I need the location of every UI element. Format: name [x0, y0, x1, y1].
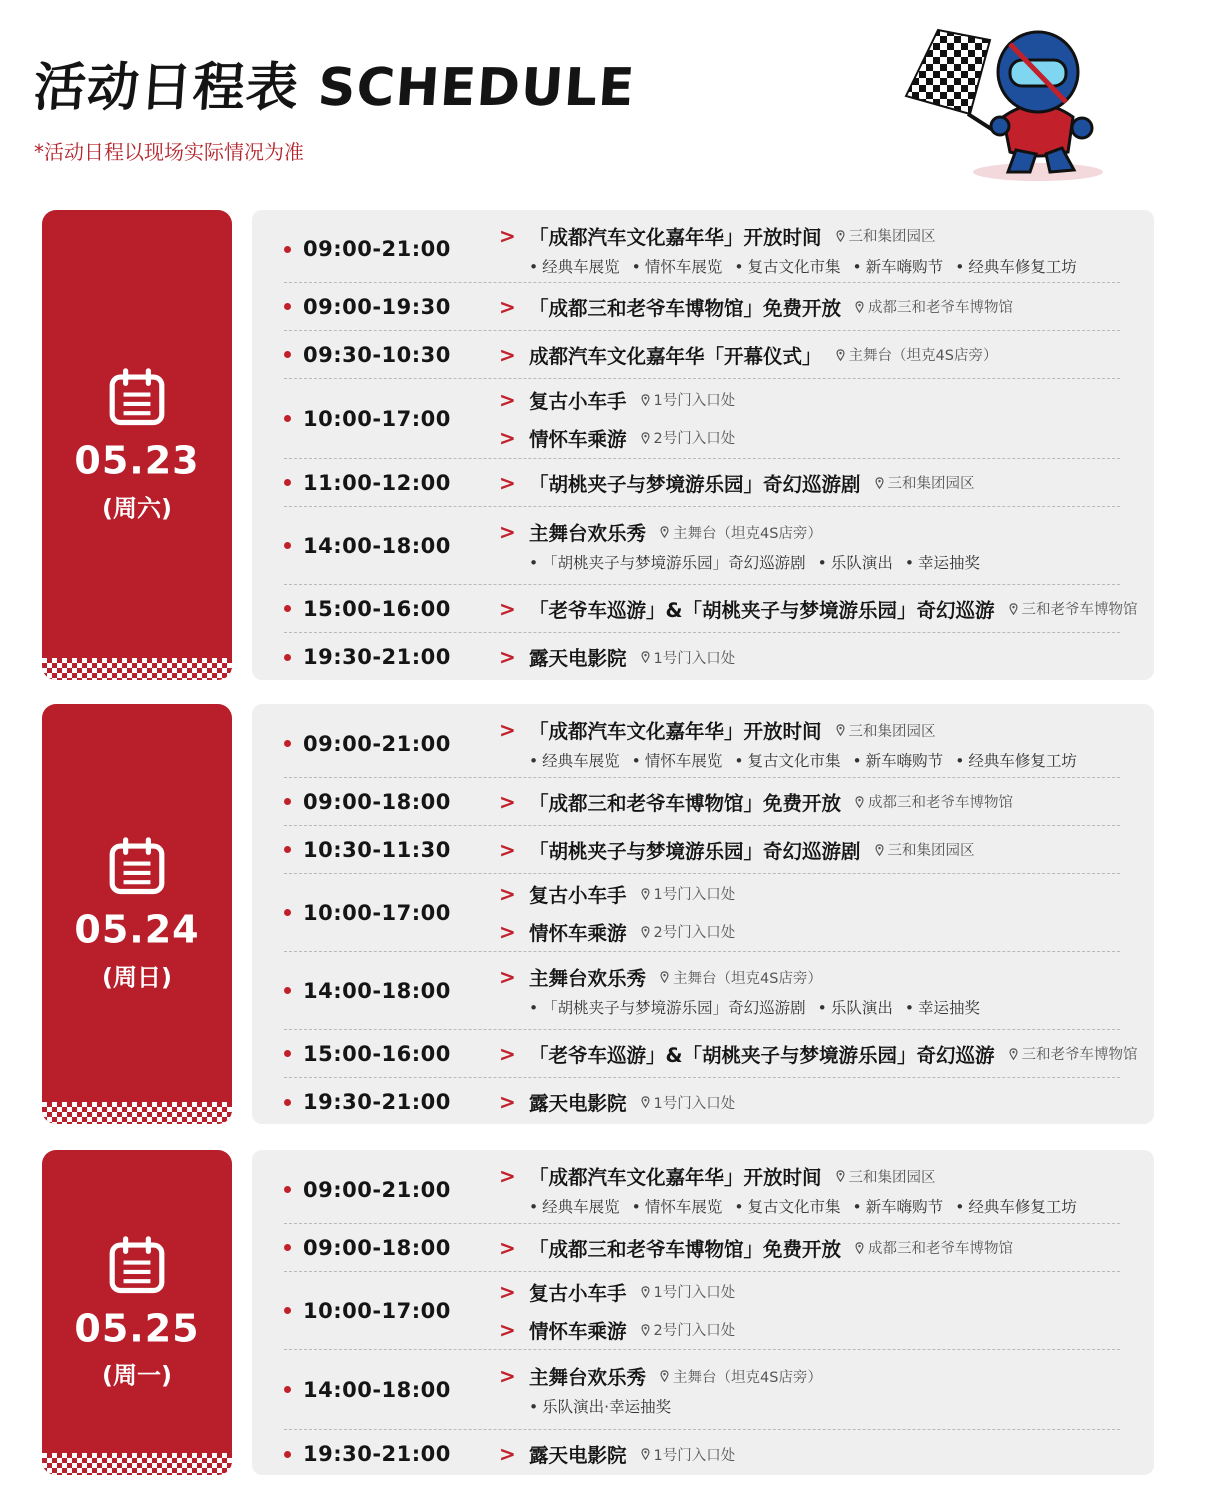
bullet-dot-icon — [284, 1186, 291, 1193]
event-row — [284, 283, 1120, 331]
location-text: 2号门入口处 — [653, 1323, 736, 1339]
event-name: 「成都汽车文化嘉年华」开放时间 — [529, 225, 822, 249]
event-time: 14:00-18:00 — [303, 533, 451, 558]
event-item — [499, 716, 1120, 744]
event-item — [499, 918, 1120, 946]
bullet-dot-icon — [284, 479, 291, 486]
event-location — [641, 921, 736, 942]
event-sub-item: • 幸运抽奖 — [905, 554, 980, 572]
event-sub-item: • 复古文化市集 — [734, 258, 840, 276]
event-item — [499, 293, 1120, 321]
event-time: 09:00-21:00 — [303, 237, 451, 261]
event-time: 10:00-17:00 — [303, 1298, 451, 1323]
location-text: 1号门入口处 — [653, 1285, 736, 1301]
event-content — [499, 1040, 1138, 1068]
event-location — [660, 522, 822, 543]
event-sub-item: • 经典车修复工坊 — [955, 752, 1077, 770]
location-text: 主舞台（坦克4S店旁） — [848, 348, 998, 364]
day-block — [42, 210, 1154, 680]
calendar-icon — [106, 1234, 168, 1296]
chevron-right-icon: > — [499, 596, 516, 621]
event-location — [1009, 1043, 1138, 1064]
location-text: 2号门入口处 — [653, 431, 736, 447]
location-pin-icon — [1009, 1048, 1018, 1060]
event-name: 「成都三和老爷车博物馆」免费开放 — [529, 791, 842, 815]
chevron-right-icon: > — [499, 470, 516, 495]
bullet-dot-icon — [284, 1307, 291, 1314]
event-name: 「胡桃夹子与梦境游乐园」奇幻巡游剧 — [529, 472, 861, 496]
chevron-right-icon: > — [499, 837, 516, 862]
event-name: 主舞台欢乐秀 — [529, 967, 647, 990]
racer-mascot-icon — [898, 22, 1118, 187]
checker-strip — [42, 658, 232, 680]
location-text: 1号门入口处 — [653, 650, 736, 667]
location-text: 主舞台（坦克4S店旁） — [673, 525, 822, 542]
event-content — [499, 1440, 1120, 1468]
chevron-right-icon: > — [499, 294, 516, 319]
location-pin-icon — [836, 230, 845, 242]
chevron-right-icon: > — [499, 520, 516, 544]
location-pin-icon — [855, 301, 864, 313]
event-item — [499, 880, 1120, 908]
event-item — [499, 1088, 1120, 1116]
event-location — [641, 1092, 736, 1113]
date-weekday: (周六) — [102, 494, 172, 523]
event-sub-item: • 「胡桃夹子与梦境游乐园」奇幻巡游剧 — [529, 554, 806, 572]
event-row — [284, 778, 1120, 826]
bullet-dot-icon — [284, 1244, 291, 1251]
location-pin-icon — [641, 1286, 650, 1298]
date-card — [42, 1150, 232, 1475]
event-name: 情怀车乘游 — [529, 427, 627, 451]
location-text: 三和老爷车博物馆 — [1021, 602, 1138, 618]
event-name: 「成都三和老爷车博物馆」免费开放 — [529, 296, 842, 320]
event-row — [284, 216, 1120, 283]
event-item — [499, 963, 1120, 991]
event-item — [499, 1040, 1138, 1068]
date-number: 05.23 — [74, 438, 200, 483]
event-time: 19:30-21:00 — [303, 645, 451, 669]
event-location — [660, 1366, 822, 1387]
event-row — [284, 379, 1120, 459]
event-location — [660, 967, 822, 988]
event-name: 复古小车手 — [529, 389, 627, 413]
date-weekday: (周一) — [102, 1361, 172, 1390]
location-text: 三和集团园区 — [887, 843, 975, 859]
event-location — [875, 472, 975, 493]
calendar-icon — [106, 367, 168, 429]
event-sub-item: • 新车嗨购节 — [853, 1198, 944, 1216]
event-sub-list — [499, 255, 1120, 277]
event-item — [499, 788, 1120, 816]
event-name: 复古小车手 — [529, 1281, 627, 1305]
chevron-right-icon: > — [499, 425, 516, 450]
location-text: 1号门入口处 — [653, 1095, 736, 1112]
event-item — [499, 595, 1138, 623]
event-row — [284, 710, 1120, 778]
event-content — [499, 469, 1120, 497]
location-pin-icon — [836, 724, 845, 736]
event-list — [252, 1150, 1154, 1475]
event-name: 「老爷车巡游」&「胡桃夹子与梦境游乐园」奇幻巡游 — [529, 598, 995, 622]
location-text: 1号门入口处 — [653, 887, 736, 903]
event-time: 15:00-16:00 — [303, 1041, 451, 1066]
event-location — [641, 427, 736, 448]
event-sub-item: • 乐队演出·幸运抽奖 — [529, 1398, 671, 1416]
event-location — [836, 720, 936, 741]
chevron-right-icon: > — [499, 919, 516, 944]
event-row — [284, 585, 1138, 633]
event-name: 露天电影院 — [529, 1444, 627, 1467]
event-location — [641, 883, 736, 904]
event-sub-item: • 情怀车展览 — [632, 752, 723, 770]
checker-strip — [42, 1453, 232, 1475]
chevron-right-icon: > — [499, 1364, 516, 1388]
location-pin-icon — [660, 526, 669, 538]
event-item — [499, 386, 1120, 414]
event-item — [499, 643, 1120, 671]
event-name: 主舞台欢乐秀 — [529, 1366, 647, 1389]
event-name: 情怀车乘游 — [529, 1319, 627, 1343]
event-name: 复古小车手 — [529, 883, 627, 907]
event-content — [499, 643, 1120, 671]
location-pin-icon — [836, 349, 845, 361]
event-row — [284, 874, 1120, 952]
location-pin-icon — [1009, 603, 1018, 615]
location-pin-icon — [641, 888, 650, 900]
event-content — [499, 386, 1120, 452]
location-pin-icon — [641, 1448, 650, 1460]
checker-strip — [42, 1102, 232, 1124]
location-pin-icon — [875, 844, 884, 856]
location-text: 1号门入口处 — [653, 1447, 736, 1464]
event-location — [875, 839, 975, 860]
event-name: 露天电影院 — [529, 647, 627, 670]
event-content — [499, 1278, 1120, 1344]
event-content — [499, 1088, 1120, 1116]
chevron-right-icon: > — [499, 1041, 516, 1066]
event-sub-item: • 情怀车展览 — [632, 1198, 723, 1216]
event-sub-item: • 幸运抽奖 — [905, 999, 980, 1017]
event-content — [499, 1162, 1120, 1217]
event-time: 09:00-21:00 — [303, 731, 451, 756]
event-location — [1009, 598, 1138, 619]
event-sub-item: • 经典车展览 — [529, 258, 620, 276]
chevron-right-icon: > — [499, 1279, 516, 1304]
chevron-right-icon: > — [499, 1442, 516, 1466]
event-sub-list — [499, 1195, 1120, 1217]
chevron-right-icon: > — [499, 223, 516, 248]
event-time: 09:00-19:30 — [303, 294, 451, 319]
location-text: 三和集团园区 — [848, 1169, 936, 1186]
event-content — [499, 836, 1120, 864]
event-content — [499, 963, 1120, 1018]
event-item — [499, 518, 1120, 546]
page-title: 活动日程表 SCHEDULE — [31, 58, 637, 118]
event-row — [284, 1430, 1120, 1478]
event-time: 09:30-10:30 — [303, 342, 451, 367]
location-pin-icon — [641, 651, 650, 663]
chevron-right-icon: > — [499, 1317, 516, 1342]
bullet-dot-icon — [284, 246, 291, 253]
bullet-dot-icon — [284, 987, 291, 994]
event-item — [499, 424, 1120, 452]
event-item — [499, 341, 1120, 369]
location-pin-icon — [641, 394, 650, 406]
event-sub-item: • 新车嗨购节 — [853, 258, 944, 276]
event-item — [499, 1278, 1120, 1306]
bullet-dot-icon — [284, 654, 291, 661]
event-list — [252, 704, 1154, 1124]
chevron-right-icon: > — [499, 342, 516, 367]
event-time: 10:00-17:00 — [303, 900, 451, 925]
event-content — [499, 222, 1120, 277]
event-name: 「成都三和老爷车博物馆」免费开放 — [529, 1237, 842, 1261]
calendar-icon — [106, 836, 168, 898]
event-row — [284, 331, 1120, 379]
event-row — [284, 1224, 1120, 1272]
event-item — [499, 1234, 1120, 1262]
bullet-dot-icon — [284, 1050, 291, 1057]
event-location — [836, 1166, 936, 1187]
event-time: 19:30-21:00 — [303, 1442, 451, 1466]
chevron-right-icon: > — [499, 1164, 516, 1188]
event-time: 14:00-18:00 — [303, 1377, 451, 1402]
bullet-dot-icon — [284, 351, 291, 358]
bullet-dot-icon — [284, 1386, 291, 1393]
date-number: 05.25 — [74, 1306, 200, 1351]
event-item — [499, 1162, 1120, 1190]
location-text: 成都三和老爷车博物馆 — [868, 300, 1014, 316]
event-row — [284, 459, 1120, 507]
event-item — [499, 1440, 1120, 1468]
event-name: 「老爷车巡游」&「胡桃夹子与梦境游乐园」奇幻巡游 — [529, 1043, 995, 1067]
event-sub-item: • 经典车修复工坊 — [955, 258, 1077, 276]
event-sub-item: • 乐队演出 — [818, 999, 893, 1017]
event-time: 09:00-21:00 — [303, 1177, 451, 1202]
event-sub-item: • 经典车展览 — [529, 752, 620, 770]
chevron-right-icon: > — [499, 718, 516, 742]
bullet-dot-icon — [284, 1099, 291, 1106]
date-number: 05.24 — [74, 907, 200, 952]
event-name: 主舞台欢乐秀 — [529, 522, 647, 545]
bullet-dot-icon — [284, 542, 291, 549]
location-pin-icon — [641, 432, 650, 444]
event-sub-list — [499, 996, 1120, 1018]
date-card — [42, 704, 232, 1124]
event-sub-item: • 经典车修复工坊 — [955, 1198, 1077, 1216]
event-location — [836, 225, 936, 246]
event-time: 10:00-17:00 — [303, 406, 451, 431]
chevron-right-icon: > — [499, 387, 516, 412]
event-name: 露天电影院 — [529, 1092, 627, 1115]
event-item — [499, 1316, 1120, 1344]
event-location — [836, 344, 998, 365]
event-item — [499, 222, 1120, 250]
page-header — [31, 58, 637, 165]
event-time: 14:00-18:00 — [303, 978, 451, 1003]
event-location — [641, 1281, 736, 1302]
bullet-dot-icon — [284, 798, 291, 805]
location-text: 三和集团园区 — [848, 723, 936, 740]
event-name: 「成都汽车文化嘉年华」开放时间 — [529, 1166, 822, 1189]
location-text: 三和集团园区 — [887, 476, 975, 492]
schedule-note: *活动日程以现场实际情况为准 — [34, 140, 304, 164]
event-time: 19:30-21:00 — [303, 1090, 451, 1114]
event-row — [284, 952, 1120, 1030]
event-content — [499, 293, 1120, 321]
event-content — [499, 1234, 1120, 1262]
event-content — [499, 341, 1120, 369]
bullet-dot-icon — [284, 415, 291, 422]
location-pin-icon — [875, 477, 884, 489]
event-name: 「成都汽车文化嘉年华」开放时间 — [529, 720, 822, 743]
event-time: 09:00-18:00 — [303, 1235, 451, 1260]
event-content — [499, 716, 1120, 771]
event-content — [499, 1362, 1120, 1417]
location-text: 2号门入口处 — [653, 925, 736, 941]
location-pin-icon — [660, 971, 669, 983]
bullet-dot-icon — [284, 909, 291, 916]
bullet-dot-icon — [284, 1451, 291, 1458]
chevron-right-icon: > — [499, 965, 516, 989]
event-sub-item: • 「胡桃夹子与梦境游乐园」奇幻巡游剧 — [529, 999, 806, 1017]
event-sub-item: • 乐队演出 — [818, 554, 893, 572]
event-sub-item: • 经典车展览 — [529, 1198, 620, 1216]
event-name: 成都汽车文化嘉年华「开幕仪式」 — [529, 344, 822, 368]
location-text: 主舞台（坦克4S店旁） — [673, 1369, 822, 1386]
chevron-right-icon: > — [499, 1090, 516, 1114]
event-sub-item: • 复古文化市集 — [734, 752, 840, 770]
bullet-dot-icon — [284, 303, 291, 310]
event-row — [284, 1156, 1120, 1224]
date-card — [42, 210, 232, 680]
chevron-right-icon: > — [499, 1235, 516, 1260]
event-item — [499, 836, 1120, 864]
location-pin-icon — [641, 1324, 650, 1336]
bullet-dot-icon — [284, 846, 291, 853]
chevron-right-icon: > — [499, 645, 516, 669]
event-location — [641, 1444, 736, 1465]
event-time: 11:00-12:00 — [303, 470, 451, 495]
event-name: 「胡桃夹子与梦境游乐园」奇幻巡游剧 — [529, 839, 861, 863]
location-text: 成都三和老爷车博物馆 — [868, 795, 1014, 811]
event-sub-item: • 情怀车展览 — [632, 258, 723, 276]
event-sub-list — [499, 551, 1120, 573]
bullet-dot-icon — [284, 605, 291, 612]
location-pin-icon — [855, 1242, 864, 1254]
event-time: 09:00-18:00 — [303, 789, 451, 814]
event-location — [641, 647, 736, 668]
event-row — [284, 1350, 1120, 1430]
event-item — [499, 1362, 1120, 1390]
event-time: 10:30-11:30 — [303, 837, 451, 862]
event-row — [284, 826, 1120, 874]
chevron-right-icon: > — [499, 789, 516, 814]
location-pin-icon — [836, 1170, 845, 1182]
event-sub-item: • 复古文化市集 — [734, 1198, 840, 1216]
bullet-dot-icon — [284, 740, 291, 747]
event-time: 15:00-16:00 — [303, 596, 451, 621]
event-location — [855, 296, 1013, 317]
day-block — [42, 1150, 1154, 1475]
location-text: 三和老爷车博物馆 — [1021, 1047, 1138, 1063]
event-name: 情怀车乘游 — [529, 921, 627, 945]
location-pin-icon — [641, 926, 650, 938]
location-text: 1号门入口处 — [653, 393, 736, 409]
event-sub-list — [499, 1395, 1120, 1417]
location-text: 主舞台（坦克4S店旁） — [673, 970, 822, 987]
event-sub-list — [499, 749, 1120, 771]
chevron-right-icon: > — [499, 881, 516, 906]
location-text: 三和集团园区 — [848, 229, 936, 245]
event-row — [284, 1078, 1120, 1126]
event-location — [641, 389, 736, 410]
event-location — [855, 791, 1013, 812]
event-row — [284, 633, 1120, 681]
event-content — [499, 595, 1138, 623]
event-row — [284, 1030, 1138, 1078]
event-content — [499, 518, 1120, 573]
event-list — [252, 210, 1154, 680]
location-pin-icon — [641, 1096, 650, 1108]
event-sub-item: • 新车嗨购节 — [853, 752, 944, 770]
date-weekday: (周日) — [102, 963, 172, 992]
day-block — [42, 704, 1154, 1124]
event-location — [641, 1319, 736, 1340]
event-row — [284, 1272, 1120, 1350]
event-item — [499, 469, 1120, 497]
event-location — [855, 1237, 1013, 1258]
event-row — [284, 507, 1120, 585]
event-content — [499, 880, 1120, 946]
location-pin-icon — [855, 796, 864, 808]
location-text: 成都三和老爷车博物馆 — [868, 1241, 1014, 1257]
location-pin-icon — [660, 1370, 669, 1382]
event-content — [499, 788, 1120, 816]
